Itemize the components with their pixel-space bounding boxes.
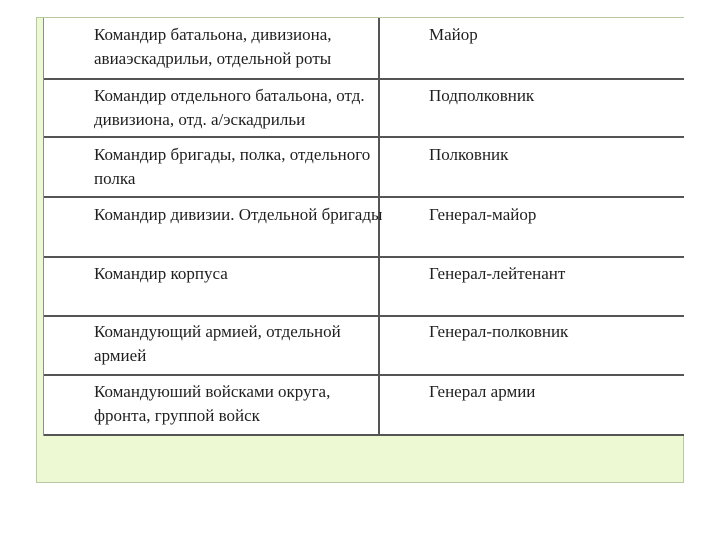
table-row-rank: Полковник: [429, 145, 509, 164]
row-divider: [44, 136, 684, 138]
table-row-position: Командующий армией, отдельной армией: [94, 322, 341, 365]
table-row-rank: Майор: [429, 25, 478, 44]
table-row-position: Командир отдельного батальона, отд. дивизиона, отд. а/эскадрильи: [94, 86, 365, 129]
row-divider: [44, 315, 684, 317]
table-row-position: Командир бригады, полка, отдельного полка: [94, 145, 371, 188]
column-divider: [378, 18, 380, 436]
table-row-position: Командир батальона, дивизиона, авиаэскадрильи, отдельной роты: [94, 25, 332, 68]
table-row-position: Командир дивизии. Отдельной бригады: [94, 205, 383, 224]
table-row-position: Командуюший войсками округа, фронта, группой войск: [94, 382, 331, 425]
row-divider: [44, 196, 684, 198]
row-divider: [44, 78, 684, 80]
table-row-rank: Генерал армии: [429, 382, 536, 401]
row-divider: [44, 256, 684, 258]
table-row-rank: Генерал-майор: [429, 205, 537, 224]
row-divider: [44, 374, 684, 376]
table-row-rank: Подполковник: [429, 86, 535, 105]
ranks-table: [43, 18, 684, 436]
row-divider: [44, 434, 684, 436]
table-row-position: Командир корпуса: [94, 264, 228, 283]
table-row-rank: Генерал-полковник: [429, 322, 569, 341]
table-row-rank: Генерал-лейтенант: [429, 264, 566, 283]
